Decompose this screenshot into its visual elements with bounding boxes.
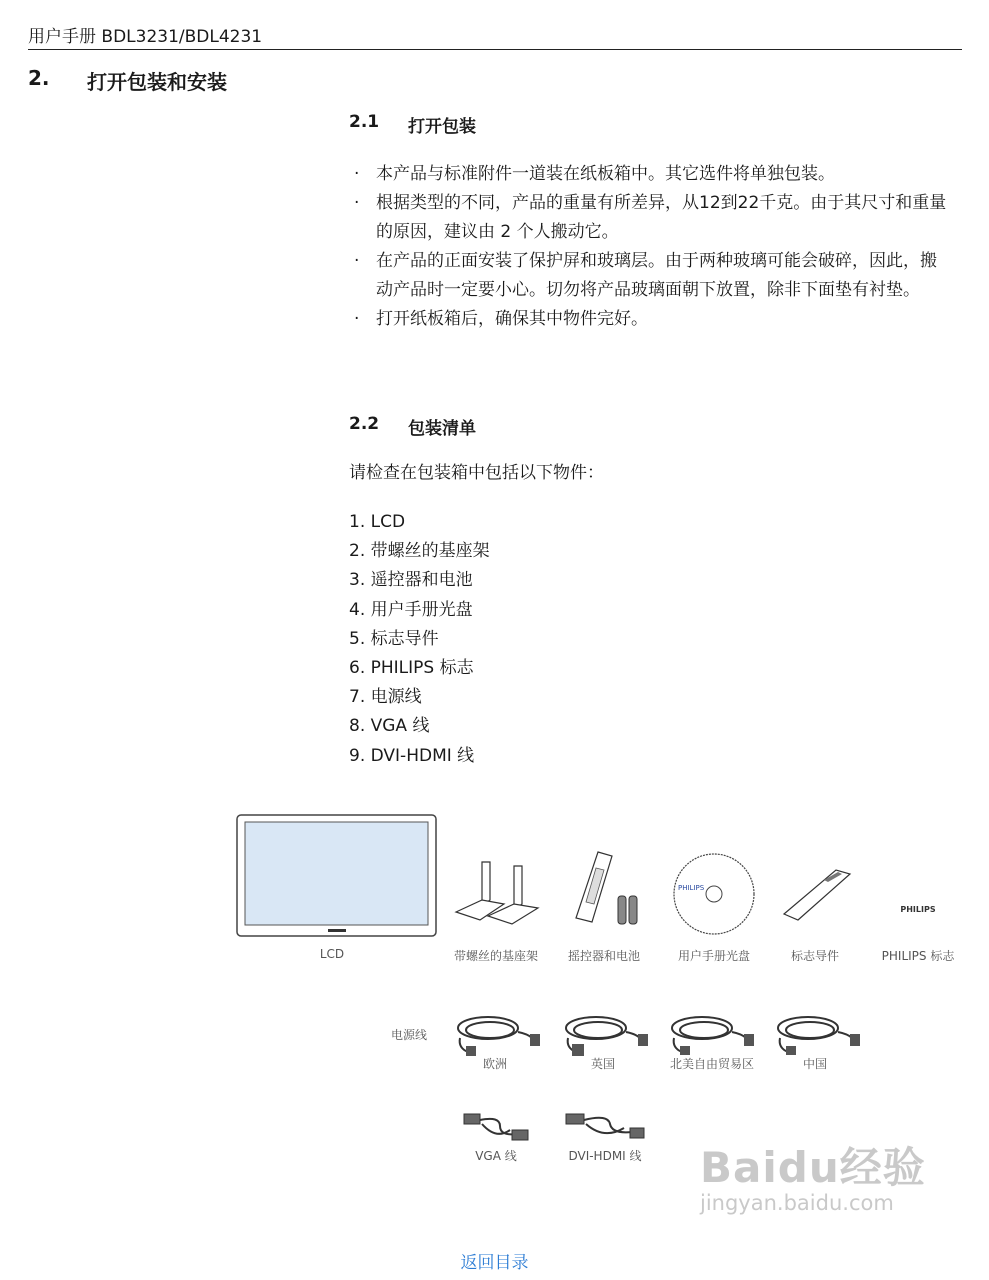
- header-divider: [28, 49, 962, 50]
- package-item-list: [349, 508, 490, 771]
- section-1-number: 2.1: [349, 112, 380, 132]
- stand-illustration: [452, 856, 544, 926]
- watermark-sub: jingyan.baidu.com: [700, 1191, 894, 1215]
- caption-stand: 带螺丝的基座架: [453, 949, 538, 963]
- philips-logo: PHILIPS: [900, 905, 936, 914]
- caption-remote: 摇控器和电池: [567, 949, 640, 963]
- section-2-title: 包装清单: [408, 419, 476, 439]
- caption-power-cord: 电源线: [390, 1028, 427, 1042]
- cd-illustration: [672, 852, 756, 936]
- bullet-item: · 在产品的正面安装了保护屏和玻璃层。由于两种玻璃可能会破碎，因此，搬动产品时一定要小心。切勿将产品玻璃面朝下放置，除非下面垫有衬垫。: [354, 251, 937, 300]
- unpacking-bullet-list: [350, 160, 950, 334]
- chapter-number: 2.: [28, 66, 50, 90]
- cd-brand-label: PHILIPS: [678, 884, 705, 892]
- back-to-toc-link[interactable]: 返回目录: [460, 1253, 529, 1273]
- header-title: 用户手册 BDL3231/BDL4231: [28, 27, 263, 47]
- caption-logo: PHILIPS 标志: [881, 949, 955, 963]
- caption-na: 北美自由贸易区: [669, 1057, 754, 1071]
- vga-cable-illustration: [460, 1110, 532, 1146]
- bullet-item: · 本产品与标准附件一道装在纸板箱中。其它选件将单独包装。: [354, 164, 835, 184]
- list-item: 2. 带螺丝的基座架: [349, 541, 490, 562]
- caption-vga: VGA 线: [475, 1149, 517, 1163]
- chapter-title: 打开包装和安装: [87, 70, 227, 94]
- logo-guide-illustration: [780, 864, 854, 924]
- power-cord-na-illustration: [666, 1008, 758, 1058]
- list-item: 5. 标志导件: [349, 628, 439, 649]
- caption-uk: 英国: [590, 1057, 615, 1071]
- section-1-title: 打开包装: [408, 117, 476, 137]
- remote-batteries-illustration: [566, 848, 646, 928]
- baidu-watermark: [700, 1135, 926, 1215]
- bullet-item: · 根据类型的不同，产品的重量有所差异，从12到22千克。由于其尺寸和重量的原因，建议由 2 个人搬动它。: [354, 193, 947, 242]
- bullet-item: · 打开纸板箱后，确保其中物件完好。: [354, 309, 648, 329]
- watermark-main: Baidu经验: [700, 1143, 926, 1192]
- caption-lcd: LCD: [319, 947, 345, 961]
- dvi-hdmi-cable-illustration: [564, 1110, 648, 1146]
- power-cord-uk-illustration: [560, 1008, 652, 1058]
- section-2-number: 2.2: [349, 414, 380, 434]
- caption-dvi: DVI-HDMI 线: [568, 1149, 642, 1163]
- list-item: 8. VGA 线: [349, 716, 430, 737]
- lcd-monitor-illustration: [236, 814, 438, 938]
- caption-cd: 用户手册光盘: [677, 949, 750, 963]
- package-intro: 请检查在包装箱中包括以下物件：: [349, 463, 604, 483]
- list-item: 4. 用户手册光盘: [349, 599, 473, 620]
- power-cord-cn-illustration: [772, 1008, 864, 1058]
- list-item: 6. PHILIPS 标志: [349, 658, 474, 679]
- caption-guide: 标志导件: [790, 949, 839, 963]
- list-item: 3. 遥控器和电池: [349, 570, 473, 591]
- list-item: 9. DVI-HDMI 线: [349, 745, 475, 766]
- power-cord-eu-illustration: [452, 1008, 544, 1058]
- caption-cn: 中国: [802, 1057, 827, 1071]
- caption-eu: 欧洲: [482, 1057, 507, 1071]
- list-item: 7. 电源线: [349, 687, 422, 708]
- list-item: 1. LCD: [349, 512, 406, 532]
